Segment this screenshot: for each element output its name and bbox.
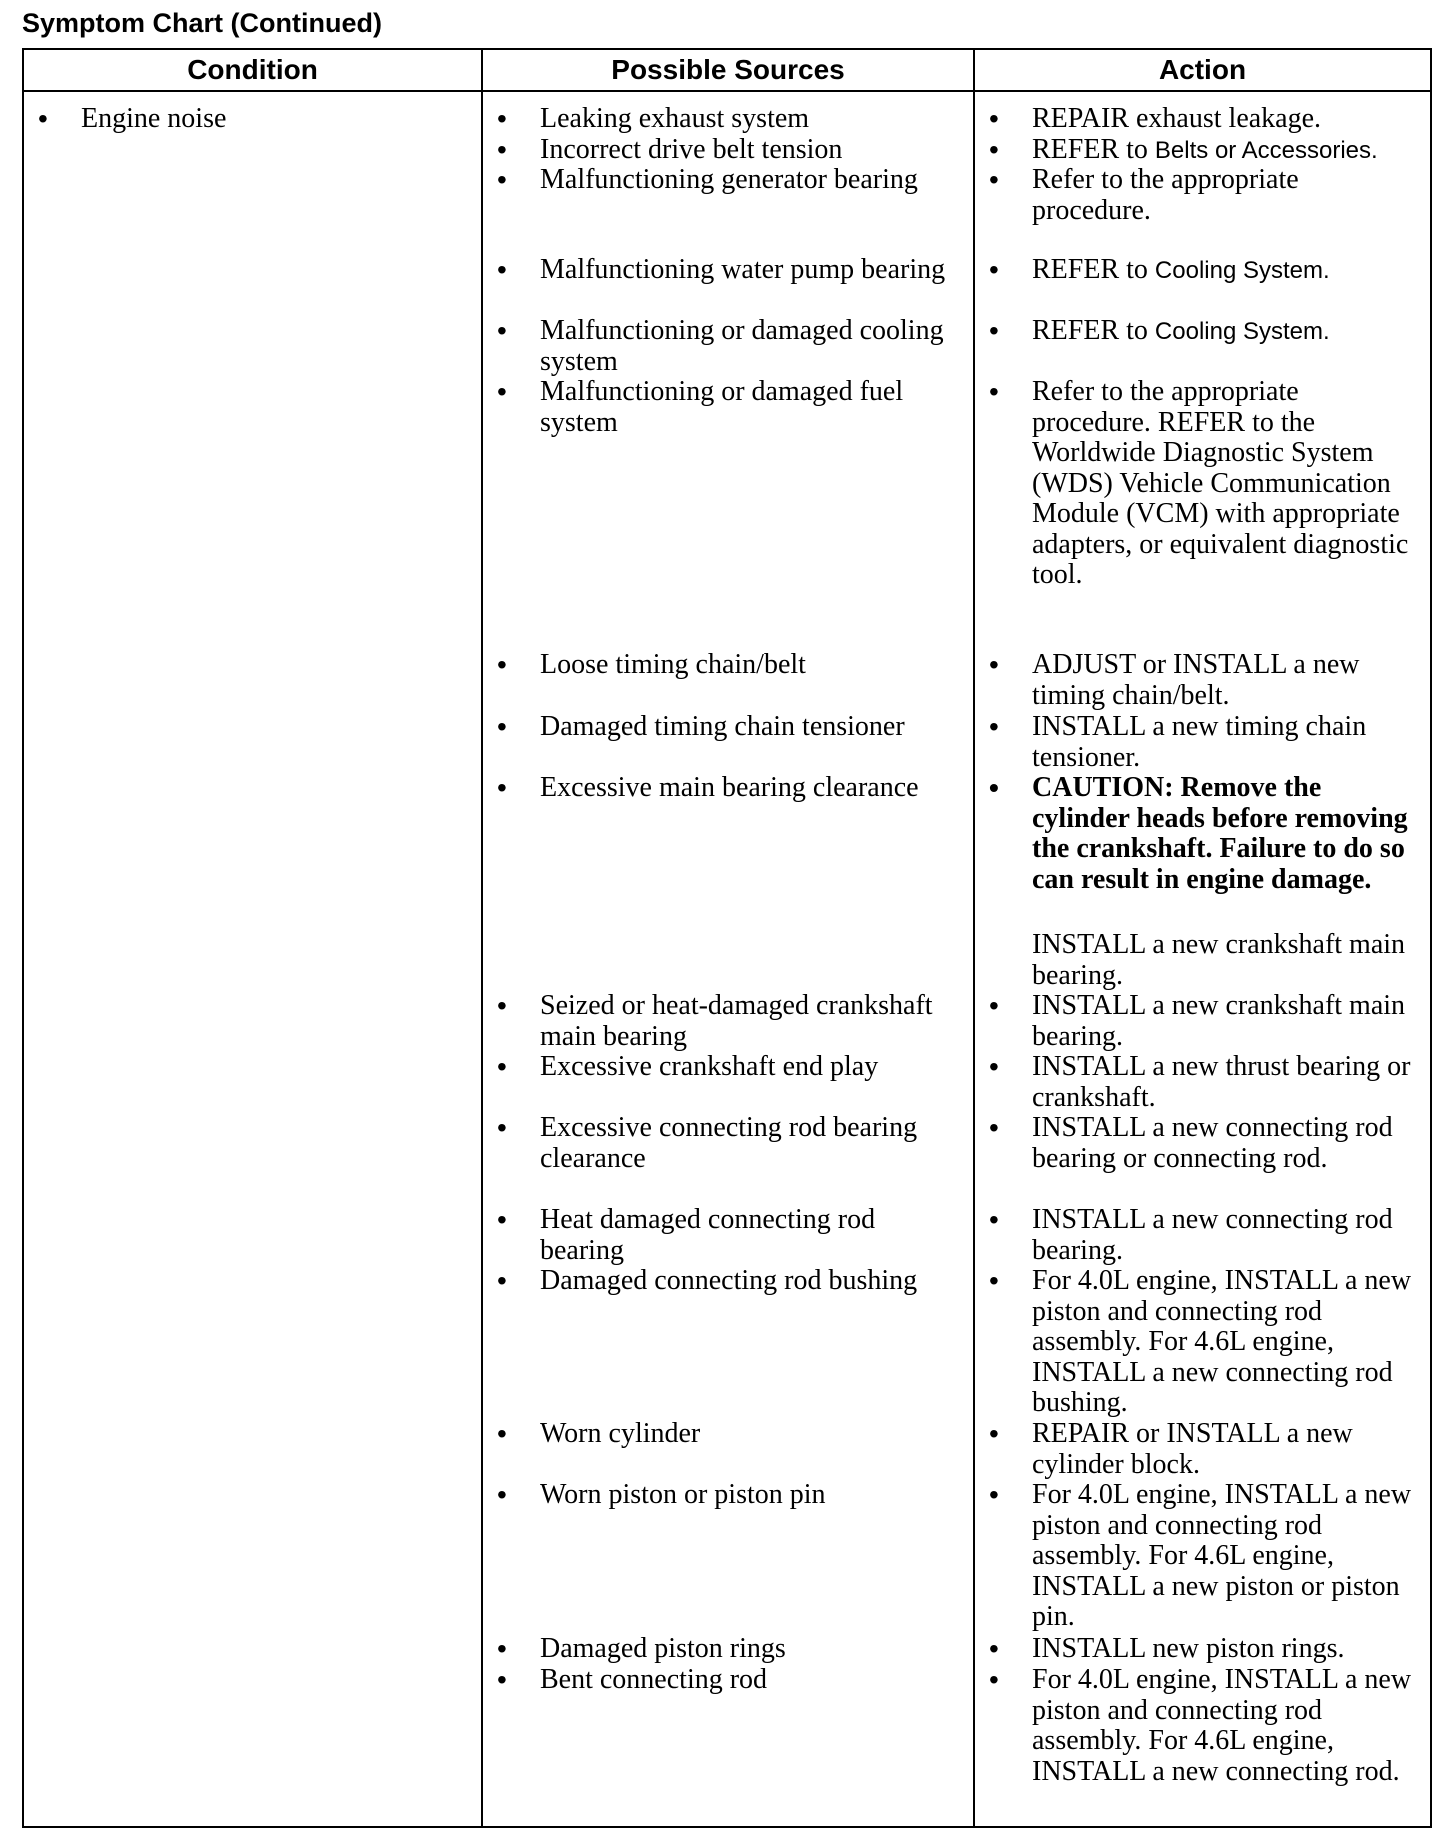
action-text: For 4.0L engine, INSTALL a new piston and connecting rod assembly. For 4.6L engine, INSTALL a new connecting rod. [1032,1664,1412,1787]
bullet-icon: • [989,1633,999,1664]
action-item [975,1665,1420,1787]
action-item [975,104,1420,135]
source-text: Malfunctioning water pump bearing [540,254,946,285]
source-item [483,1266,953,1297]
source-text: Malfunctioning generator bearing [540,164,918,195]
source-text: Malfunctioning or damaged cooling system [540,315,944,377]
source-text: Leaking exhaust system [540,103,810,134]
source-item [483,316,953,377]
source-text: Excessive main bearing clearance [540,772,919,803]
bullet-icon: • [989,1204,999,1235]
action-text: INSTALL a new crankshaft main bearing. [1032,990,1406,1052]
header-condition: Condition [24,50,481,92]
source-text: Bent connecting rod [540,1664,768,1695]
bullet-icon: • [497,376,507,407]
condition-text: Engine noise [81,103,227,134]
bullet-icon: • [989,133,999,165]
action-text: REPAIR or INSTALL a new cylinder block. [1032,1418,1353,1480]
source-text: Damaged timing chain tensioner [540,711,905,742]
source-text: Worn piston or piston pin [540,1479,826,1510]
bullet-icon: • [989,1418,999,1449]
action-text: INSTALL a new thrust bearing or crankshaft. [1032,1051,1411,1113]
action-reference: Belts or Accessories. [1154,136,1378,164]
bullet-icon: • [989,315,999,346]
bullet-icon: • [989,254,999,285]
action-item [975,991,1420,1052]
bullet-icon: • [497,1418,507,1449]
bullet-icon: • [497,1479,507,1510]
action-text: Refer to the appropriate procedure. REFER to the Worldwide Diagnostic System (WDS) Vehicle Communication Module (VCM) with appropriate adapters, or equivalent diagnostic tool. [1032,376,1409,590]
bullet-icon: • [989,164,999,195]
action-text: INSTALL a new connecting rod bearing or connecting rod. [1032,1112,1393,1174]
bullet-icon: • [497,103,507,134]
bullet-icon: • [989,711,999,742]
action-text: REPAIR exhaust leakage. [1032,103,1322,134]
bullet-icon: • [989,649,999,680]
action-text [975,316,1420,348]
action-item [975,1266,1420,1419]
condition-item [24,104,464,135]
bullet-icon: • [497,649,507,680]
source-text: Worn cylinder [540,1418,701,1449]
bullet-icon: • [497,990,507,1021]
bullet-icon: • [989,1265,999,1296]
bullet-icon: • [497,1051,507,1082]
source-item [483,1480,953,1511]
bullet-icon: • [497,254,507,285]
bullet-icon: • [989,990,999,1021]
action-text: INSTALL a new timing chain tensioner. [1032,711,1367,773]
source-item [483,773,953,804]
action-item [975,1419,1420,1480]
action-item [975,930,1420,991]
action-item [975,1113,1420,1174]
bullet-icon: • [497,1204,507,1235]
source-item [483,255,953,286]
symptom-chart-table [22,48,1432,1828]
bullet-icon: • [497,1633,507,1664]
source-text: Excessive connecting rod bearing clearance [540,1112,918,1174]
source-text: Malfunctioning or damaged fuel system [540,376,904,438]
source-item [483,650,953,681]
action-item [975,135,1420,167]
action-caution [975,773,1420,895]
source-item [483,1665,953,1696]
bullet-icon: • [497,772,507,803]
bullet-icon: • [989,1664,999,1695]
bullet-icon: • [497,711,507,742]
action-item [975,712,1420,773]
bullet-icon: • [989,1051,999,1082]
action-text [975,255,1420,287]
source-text: Seized or heat-damaged crankshaft main bearing [540,990,933,1052]
header-action: Action [975,50,1430,92]
source-item [483,1419,953,1450]
bullet-icon: • [989,772,999,803]
action-reference: Cooling System. [1154,257,1330,284]
action-text: INSTALL new piston rings. [1032,1633,1345,1664]
source-item [483,104,953,135]
bullet-icon: • [497,1265,507,1296]
action-item [975,1052,1420,1113]
bullet-icon: • [38,103,48,134]
caution-text: CAUTION: Remove the cylinder heads before removing the crankshaft. Failure to do so can result in engine damage. [1032,772,1408,895]
action-item [975,255,1420,287]
action-text: INSTALL a new crankshaft main bearing. [1032,929,1406,991]
source-text: Incorrect drive belt tension [540,133,843,165]
action-text: Refer to the appropriate procedure. [1032,164,1299,226]
action-text: INSTALL a new connecting rod bearing. [1032,1204,1393,1266]
action-reference: Cooling System. [1154,318,1330,345]
source-item [483,377,953,438]
bullet-icon: • [989,376,999,407]
source-item [483,991,953,1052]
source-item [483,1205,953,1266]
source-text: Damaged piston rings [540,1633,786,1664]
bullet-icon: • [497,1664,507,1695]
bullet-icon: • [497,1112,507,1143]
action-item [975,1205,1420,1266]
action-prefix: REFER to [1032,254,1148,285]
bullet-icon: • [497,315,507,346]
action-item [975,377,1420,591]
action-text: ADJUST or INSTALL a new timing chain/belt. [1032,649,1360,711]
action-text: For 4.0L engine, INSTALL a new piston and connecting rod assembly. For 4.6L engine, INSTALL a new connecting rod bushing. [1032,1265,1412,1418]
source-item [483,712,953,743]
action-item [975,650,1420,711]
action-item [975,1480,1420,1633]
source-text: Damaged connecting rod bushing [540,1265,918,1296]
source-item [483,1113,953,1174]
action-prefix: REFER to [1032,315,1148,346]
source-item [483,135,953,166]
source-text: Loose timing chain/belt [540,649,806,680]
source-text: Excessive crankshaft end play [540,1051,879,1082]
action-item [975,316,1420,348]
bullet-icon: • [989,1479,999,1510]
action-item [975,165,1420,226]
bullet-icon: • [989,1112,999,1143]
bullet-icon: • [497,164,507,195]
header-possible-sources: Possible Sources [483,50,973,92]
page-title: Symptom Chart (Continued) [22,8,382,38]
source-item [483,1052,953,1083]
source-item [483,165,953,196]
action-text: For 4.0L engine, INSTALL a new piston and connecting rod assembly. For 4.6L engine, INSTALL a new piston or piston pin. [1032,1479,1412,1632]
bullet-icon: • [497,133,507,165]
action-item [975,1634,1420,1665]
action-prefix: REFER to [1032,133,1148,165]
source-item [483,1634,953,1665]
bullet-icon: • [989,103,999,134]
action-text [975,135,1420,167]
source-text: Heat damaged connecting rod bearing [540,1204,876,1266]
